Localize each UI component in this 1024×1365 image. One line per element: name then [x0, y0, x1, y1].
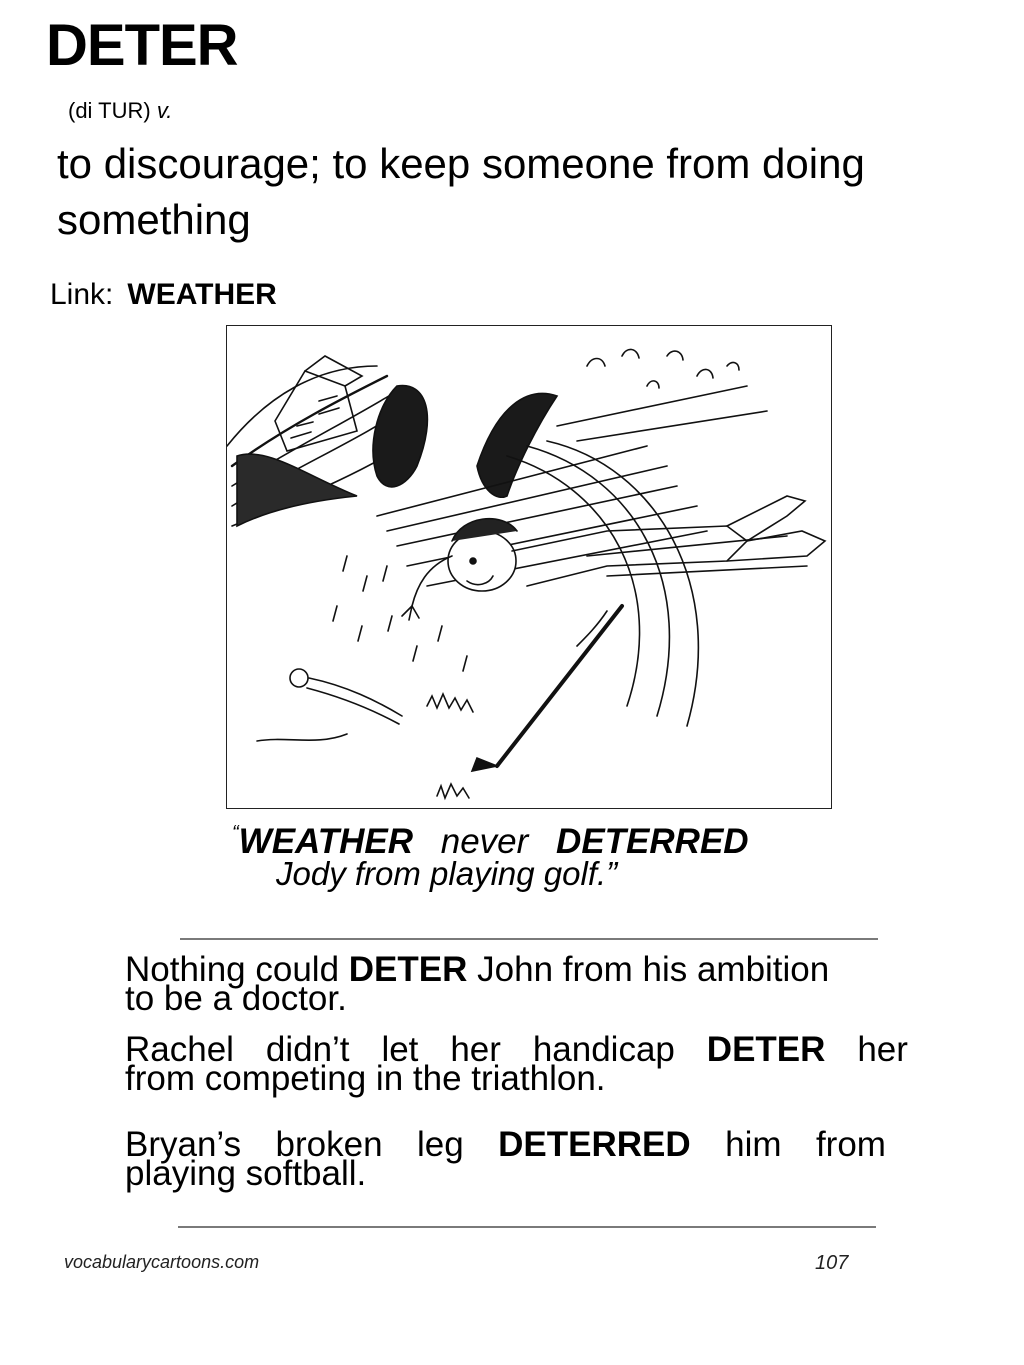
example-1-post: John from his ambition [477, 950, 830, 989]
example-2-line2: from competing in the triathlon. [125, 1059, 606, 1098]
example-sentence-3 [125, 1125, 886, 1193]
example-2-word: Rachel [125, 1030, 234, 1069]
example-3-word: Bryan’s [125, 1125, 242, 1164]
link-word: WEATHER [127, 278, 277, 311]
example-3-key: DETERRED [498, 1125, 691, 1164]
open-quote: “ [232, 822, 239, 844]
definition: to discourage; to keep someone from doing something [57, 140, 865, 243]
example-1-key: DETER [348, 950, 468, 989]
example-2-word: didn’t [265, 1030, 350, 1069]
example-3-word: leg [416, 1125, 464, 1164]
pronunciation-text: (di TUR) [68, 98, 151, 123]
entry-word: DETER [46, 13, 238, 78]
example-3-word: from [815, 1125, 886, 1164]
divider-bottom [178, 1226, 876, 1228]
caption-deterred: DETERRED [556, 822, 749, 861]
cartoon-image [226, 325, 832, 809]
example-2-word: let [381, 1030, 419, 1069]
divider-top [180, 938, 878, 940]
caption-line-2: Jody from playing golf.” [276, 855, 618, 892]
example-sentence-1 [125, 950, 900, 1018]
footer-site: vocabularycartoons.com [64, 1252, 260, 1272]
caption-weather: WEATHER [238, 822, 414, 861]
example-1-line2: to be a doctor. [125, 979, 347, 1018]
example-2-key: DETER [706, 1030, 826, 1069]
example-2-post: her [857, 1030, 908, 1069]
caption-never: never [440, 822, 529, 861]
example-3-line2: playing softball. [125, 1154, 367, 1193]
part-of-speech: v. [156, 98, 173, 123]
example-sentence-2 [125, 1030, 908, 1098]
pronunciation [68, 98, 172, 124]
example-3-word: broken [275, 1125, 383, 1164]
example-1-pre: Nothing could [125, 950, 340, 989]
example-2-word: her [450, 1030, 501, 1069]
example-2-word: handicap [532, 1030, 675, 1069]
example-3-word: him [725, 1125, 782, 1164]
link-line [50, 278, 277, 312]
page-number: 107 [815, 1252, 849, 1274]
golfer-storm-illustration [227, 326, 831, 808]
link-label: Link: [50, 278, 114, 311]
